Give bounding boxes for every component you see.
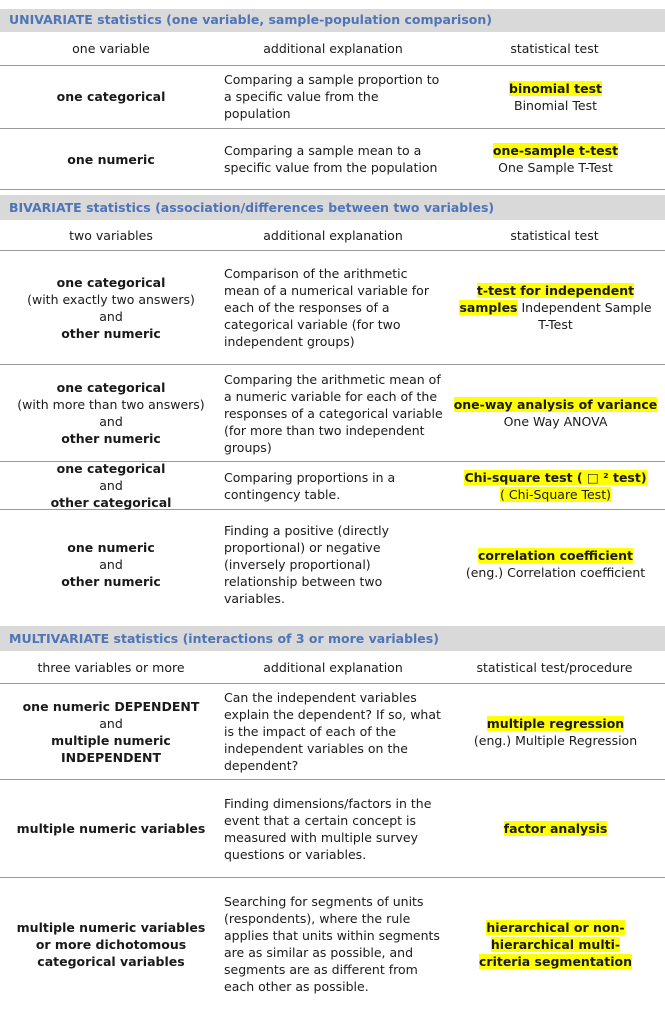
test-line <box>464 469 646 486</box>
table-row <box>0 251 665 365</box>
variables-cell <box>0 129 222 189</box>
test-name-english: Independent Sample <box>521 300 652 315</box>
test-cell <box>446 462 665 509</box>
variable-type-text: multiple numeric variables <box>16 821 206 836</box>
header-col-variables: two variables <box>69 227 153 243</box>
table-row <box>0 365 665 462</box>
table-row <box>0 462 665 510</box>
variable-type-text: one categorical <box>56 380 166 395</box>
test-name-highlight: hierarchical or non- <box>486 919 625 935</box>
test-cell <box>446 510 665 618</box>
test-line <box>500 486 611 503</box>
test-cell <box>446 780 665 877</box>
table-row <box>0 65 665 129</box>
test-name-highlight: samples <box>459 300 518 315</box>
variable-type-text: INDEPENDENT <box>60 749 162 765</box>
test-name-highlight: one-sample t-test <box>492 143 619 158</box>
table-row <box>0 129 665 190</box>
test-line <box>478 547 633 564</box>
test-line <box>487 715 624 732</box>
variables-cell <box>0 65 222 128</box>
test-line <box>459 299 651 316</box>
header-col-variables: one variable <box>72 41 150 56</box>
table-row <box>0 510 665 618</box>
variable-type-text: one categorical <box>56 89 166 104</box>
header-col-test: statistical test/procedure <box>476 659 633 675</box>
variable-type-text: other categorical <box>50 495 172 510</box>
test-line <box>498 159 613 176</box>
test-line <box>474 732 637 749</box>
header-row-bivariate <box>0 220 665 251</box>
explanation-cell: Comparison of the arithmetic mean of a numerical variable for each of the responses of a categorical variable (for two independent groups) <box>224 266 429 349</box>
test-line <box>479 953 632 970</box>
explanation-cell: Finding dimensions/factors in the event that a certain concept is measured with multiple survey questions or variables. <box>224 795 432 862</box>
header-col-test: statistical test <box>510 41 599 56</box>
test-cell <box>446 684 665 779</box>
test-line <box>454 396 658 413</box>
variable-note-text: and <box>99 414 123 429</box>
variable-note-text: and <box>99 556 123 572</box>
header-col-test: statistical test <box>510 227 599 243</box>
test-line <box>477 282 634 299</box>
variable-type-text: other numeric <box>61 431 161 446</box>
test-name-highlight: t-test for independent <box>476 283 635 298</box>
test-cell <box>446 251 665 364</box>
test-name-highlight: one-way analysis of variance <box>453 397 658 412</box>
test-line <box>509 80 602 97</box>
variable-type-text: categorical variables <box>37 953 185 969</box>
header-row-univariate <box>0 32 665 66</box>
header-col-explanation: additional explanation <box>263 41 403 56</box>
section-title-bivariate: BIVARIATE statistics (association/differences between two variables) <box>0 195 665 220</box>
test-line <box>504 413 608 430</box>
explanation-cell: Comparing a sample proportion to a specific value from the population <box>224 72 440 121</box>
variables-cell <box>0 780 222 877</box>
variable-type-text: one numeric DEPENDENT <box>22 698 200 714</box>
variable-note-text: and <box>99 308 123 324</box>
test-name-english: One Sample T-Test <box>498 160 613 175</box>
test-name-english: (eng.) Correlation coefficient <box>465 565 646 580</box>
explanation-cell: Comparing a sample mean to a specific value from the population <box>224 143 438 175</box>
variables-cell <box>0 365 222 461</box>
test-name-english: (eng.) Multiple Regression <box>473 732 638 748</box>
variable-type-text: other numeric <box>61 325 161 341</box>
test-name-english: Binomial Test <box>514 97 597 113</box>
variable-type-text: one numeric <box>67 151 155 167</box>
table-row <box>0 878 665 1010</box>
connector-text: and <box>99 478 123 493</box>
explanation-cell: Searching for segments of units (respondents), where the rule applies that units within segments are as similar as possible, and segments are as different from each other as possible. <box>224 894 440 994</box>
explanation-cell: Comparing the arithmetic mean of a numeric variable for each of the responses of a categorical variable (for more than two independent groups) <box>224 371 443 455</box>
variable-note-text: and <box>99 715 123 731</box>
header-col-variables: three variables or more <box>37 659 185 675</box>
test-cell <box>446 365 665 461</box>
table-row <box>0 780 665 878</box>
test-name-highlight: multiple regression <box>486 715 625 731</box>
test-cell <box>446 129 665 189</box>
test-name-highlight: criteria segmentation <box>479 953 632 969</box>
header-row-multivariate <box>0 651 665 684</box>
variable-type-text: one categorical <box>56 274 166 290</box>
variable-type-text: or more dichotomous <box>35 936 187 952</box>
test-name-highlight: Chi-square test ( □ ² test) <box>464 469 647 485</box>
variable-type-text: other numeric <box>61 573 161 589</box>
variable-type-text: multiple numeric variables <box>16 919 206 935</box>
test-name-highlight: binomial test <box>509 80 602 96</box>
section-title-univariate: UNIVARIATE statistics (one variable, sample-population comparison) <box>0 9 665 32</box>
test-line <box>504 820 608 837</box>
test-line <box>514 97 597 114</box>
explanation-cell: Finding a positive (directly proportional) or negative (inversely proportional) relationship between two variables. <box>224 522 390 606</box>
explanation-cell: Can the independent variables explain the dependent? If so, what is the impact of each of the independent variables on the dependent? <box>224 690 441 773</box>
test-name-highlight: correlation coefficient <box>477 548 634 563</box>
variables-cell <box>0 462 222 509</box>
header-col-explanation: additional explanation <box>263 227 403 243</box>
test-cell <box>446 878 665 1010</box>
variables-line <box>51 477 172 511</box>
table-row <box>0 684 665 780</box>
test-cell <box>446 65 665 128</box>
test-line <box>491 936 620 953</box>
test-name-english: T-Test <box>538 317 573 332</box>
variable-type-text: one numeric <box>67 539 155 555</box>
test-line <box>538 316 572 333</box>
test-name-highlight: factor analysis <box>503 821 608 836</box>
variables-cell <box>0 510 222 618</box>
section-title-multivariate: MULTIVARIATE statistics (interactions of 3 or more variables) <box>0 626 665 651</box>
test-line <box>466 564 645 581</box>
variable-type-text: multiple numeric <box>51 732 171 748</box>
header-col-explanation: additional explanation <box>263 659 403 675</box>
variables-cell <box>0 878 222 1010</box>
test-line <box>486 919 624 936</box>
test-name-highlight: hierarchical multi- <box>490 936 621 952</box>
variable-type-text: one categorical <box>56 461 166 476</box>
test-name-english: One Way ANOVA <box>503 414 608 429</box>
explanation-cell: Comparing proportions in a contingency table. <box>224 469 396 502</box>
variable-note-text: (with more than two answers) <box>17 397 205 412</box>
variables-cell <box>0 251 222 364</box>
variables-cell <box>0 684 222 779</box>
variable-note-text: (with exactly two answers) <box>27 291 195 307</box>
test-line <box>493 142 618 159</box>
test-name-english: ( Chi-Square Test) <box>500 486 611 502</box>
